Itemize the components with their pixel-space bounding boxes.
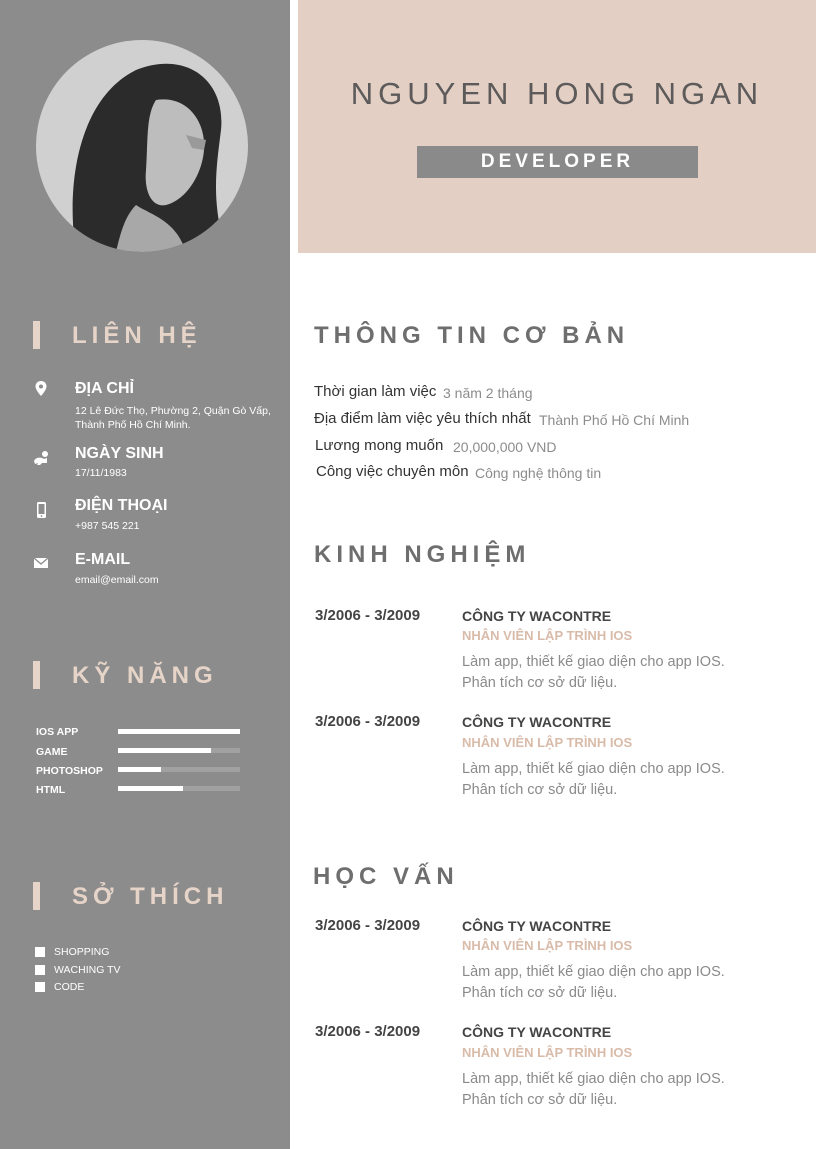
entry-description-line: Phân tích cơ sở dữ liệu. xyxy=(462,1092,618,1108)
entry-description-line: Phân tích cơ sở dữ liệu. xyxy=(462,985,618,1001)
checkbox[interactable] xyxy=(35,947,45,957)
hobby-label: SHOPPING xyxy=(54,946,110,958)
birthday-icon xyxy=(32,449,50,467)
info-value: 3 năm 2 tháng xyxy=(443,385,533,401)
entry-company: CÔNG TY WACONTRE xyxy=(462,1024,612,1040)
candidate-role: DEVELOPER xyxy=(417,146,698,178)
header-panel xyxy=(298,0,816,253)
phone-title: ĐIỆN THOẠI xyxy=(75,497,168,514)
skill-bar xyxy=(118,786,240,791)
hobby-label: CODE xyxy=(54,981,85,993)
skill-bar xyxy=(118,729,240,734)
skill-label: HTML xyxy=(36,784,66,796)
entry-date: 3/2006 - 3/2009 xyxy=(315,607,421,624)
candidate-name: NGUYEN HONG NGAN xyxy=(350,76,764,111)
entry-description-line: Làm app, thiết kế giao diện cho app IOS. xyxy=(462,964,725,980)
skill-bar-fill xyxy=(118,767,161,772)
contact-section-title: LIÊN HỆ xyxy=(72,322,202,349)
skill-label: PHOTOSHOP xyxy=(36,765,103,777)
birthday-title: NGÀY SINH xyxy=(75,445,164,462)
entry-description-line: Phân tích cơ sở dữ liệu. xyxy=(462,782,618,798)
checkbox[interactable] xyxy=(35,982,45,992)
entry-company: CÔNG TY WACONTRE xyxy=(462,714,612,730)
skill-bar xyxy=(118,767,240,772)
info-label: Địa điểm làm việc yêu thích nhất xyxy=(314,410,531,427)
email-icon xyxy=(32,554,50,572)
section-marker xyxy=(33,882,40,910)
experience-title: KINH NGHIỆM xyxy=(314,541,531,568)
info-label: Lương mong muốn xyxy=(315,437,444,454)
skill-bar-fill xyxy=(118,748,211,753)
skills-section-title: KỸ NĂNG xyxy=(72,662,218,689)
entry-description-line: Làm app, thiết kế giao diện cho app IOS. xyxy=(462,654,725,670)
entry-position: NHÂN VIÊN LẬP TRÌNH IOS xyxy=(462,628,633,643)
hobbies-section-title: SỞ THÍCH xyxy=(72,883,229,910)
entry-description-line: Phân tích cơ sở dữ liệu. xyxy=(462,675,618,691)
entry-date: 3/2006 - 3/2009 xyxy=(315,1023,421,1040)
skill-bar-fill xyxy=(118,786,183,791)
info-label: Thời gian làm việc xyxy=(314,383,437,400)
checkbox[interactable] xyxy=(35,965,45,975)
phone-value: +987 545 221 xyxy=(75,520,140,532)
hobby-label: WACHING TV xyxy=(54,964,121,976)
info-value: 20,000,000 VND xyxy=(453,439,557,455)
entry-date: 3/2006 - 3/2009 xyxy=(315,713,421,730)
entry-description-line: Làm app, thiết kế giao diện cho app IOS. xyxy=(462,1071,725,1087)
section-marker xyxy=(33,661,40,689)
skill-bar-fill xyxy=(118,729,240,734)
skill-label: GAME xyxy=(36,746,68,758)
info-label: Công việc chuyên môn xyxy=(316,463,469,480)
phone-icon xyxy=(32,501,50,519)
education-title: HỌC VẤN xyxy=(313,863,459,890)
entry-position: NHÂN VIÊN LẬP TRÌNH IOS xyxy=(462,735,633,750)
skill-bar xyxy=(118,748,240,753)
entry-date: 3/2006 - 3/2009 xyxy=(315,917,421,934)
location-pin-icon xyxy=(32,380,50,398)
email-title: E-MAIL xyxy=(75,551,131,568)
profile-photo xyxy=(36,40,248,252)
entry-description-line: Làm app, thiết kế giao diện cho app IOS. xyxy=(462,761,725,777)
address-title: ĐỊA CHỈ xyxy=(75,380,134,397)
skill-label: IOS APP xyxy=(36,726,79,738)
info-value: Thành Phố Hồ Chí Minh xyxy=(539,412,690,428)
info-value: Công nghệ thông tin xyxy=(475,465,602,481)
address-value: 12 Lê Đức Thọ, Phường 2, Quận Gò Vấp, Thành Phố Hồ Chí Minh. xyxy=(75,405,271,431)
section-marker xyxy=(33,321,40,349)
email-value: email@email.com xyxy=(75,574,159,586)
entry-company: CÔNG TY WACONTRE xyxy=(462,918,612,934)
entry-company: CÔNG TY WACONTRE xyxy=(462,608,612,624)
basic-info-title: THÔNG TIN CƠ BẢN xyxy=(314,322,630,349)
birthday-value: 17/11/1983 xyxy=(75,467,127,479)
entry-position: NHÂN VIÊN LẬP TRÌNH IOS xyxy=(462,1045,633,1060)
entry-position: NHÂN VIÊN LẬP TRÌNH IOS xyxy=(462,938,633,953)
